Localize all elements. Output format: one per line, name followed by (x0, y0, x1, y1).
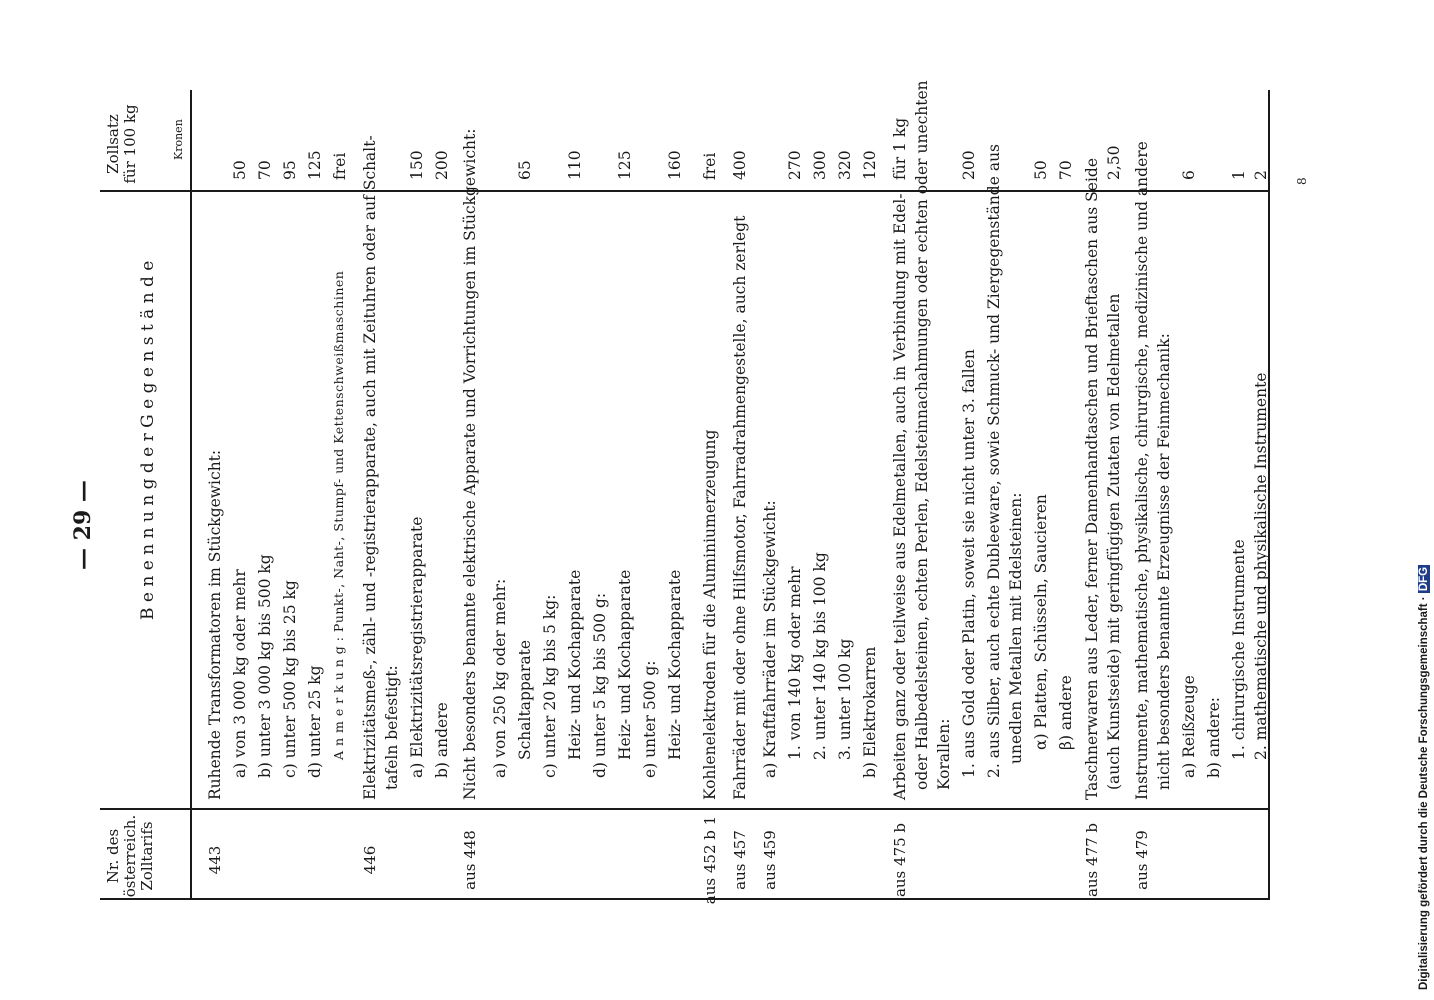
duty-rate: 95 (281, 160, 299, 180)
duty-rate: 70 (1057, 160, 1075, 180)
header-rule (190, 90, 192, 900)
header-col3-line1: Zollsatz (104, 114, 122, 174)
item-description: a) Reißzeuge (1180, 675, 1198, 778)
item-description: A n m e r k u n g : Punkt-, Naht-, Stumpf- und Kettenschweißmaschinen (331, 270, 346, 760)
header-col3 (105, 100, 139, 188)
item-description: Heiz- und Kochapparate (616, 569, 634, 760)
header-col1-line1: Nr. des (104, 828, 122, 884)
item-description: 2. aus Silber, auch echte Dubleeware, sowie Schmuck- und Ziergegenstände aus (985, 143, 1003, 778)
item-description: 2. unter 140 kg bis 100 kg (811, 552, 829, 760)
duty-rate: 125 (616, 150, 634, 180)
duty-rate: für 1 kg (891, 117, 909, 180)
duty-rate: 50 (1032, 160, 1050, 180)
item-description: Taschnerwaren aus Leder, ferner Damenhandtaschen und Brieftaschen aus Seide (1083, 157, 1101, 800)
item-description: a) von 3 000 kg oder mehr (231, 569, 249, 778)
duty-rate: 200 (960, 150, 978, 180)
item-description: Heiz- und Kochapparate (566, 569, 584, 760)
duty-rate: 120 (861, 150, 879, 180)
header-col2: B e n e n n u n g d e r G e g e n s t ä n d e (138, 260, 158, 620)
tariff-number: 443 (206, 845, 224, 875)
item-description: 1. chirurgische Instrumente (1230, 539, 1248, 760)
duty-rate: 320 (836, 150, 854, 180)
tariff-number: 446 (361, 845, 379, 875)
item-description: Nicht besonders benannte elektrische Apparate und Vorrichtungen im Stückgewicht: (461, 128, 479, 800)
item-description: Schaltapparate (516, 639, 534, 760)
item-description: tafeln befestigt: (383, 665, 401, 790)
item-description: Arbeiten ganz oder teilweise aus Edelmetallen, auch in Verbindung mit Edel- (891, 193, 909, 800)
item-description: d) unter 5 kg bis 500 g: (591, 592, 609, 778)
header-col3-line2: für 100 kg (121, 104, 139, 184)
duty-rate: 50 (231, 160, 249, 180)
tariff-number: aus 459 (761, 830, 779, 890)
header-col3-unit-label: Kronen (172, 119, 185, 160)
item-description: b) unter 3 000 kg bis 500 kg (256, 554, 274, 778)
item-description: 3. unter 100 kg (836, 638, 854, 760)
item-description: c) unter 500 kg bis 25 kg (281, 580, 299, 778)
item-description: b) andere: (1205, 696, 1223, 778)
duty-rate: 2 (1252, 170, 1270, 180)
item-description: Heiz- und Kochapparate (666, 569, 684, 760)
duty-rate: 1 (1230, 170, 1248, 180)
item-description: a) Kraftfahrräder im Stückgewicht: (761, 500, 779, 778)
item-description: Fahrräder mit oder ohne Hilfsmotor, Fahrradrahmengestelle, auch zerlegt (731, 215, 749, 800)
item-description: unedlen Metallen mit Edelsteinen: (1007, 492, 1025, 764)
tariff-number: aus 457 (731, 830, 749, 890)
item-description: Kohlenelektroden für die Aluminiumerzeugung (701, 429, 719, 800)
duty-rate: 150 (408, 150, 426, 180)
duty-rate: 2,50 (1105, 145, 1123, 180)
item-description: 1. von 140 kg oder mehr (786, 566, 804, 760)
tariff-number: aus 448 (461, 830, 479, 890)
duty-rate: 160 (666, 150, 684, 180)
column-rule-1b (100, 808, 1270, 810)
duty-rate: 6 (1180, 170, 1198, 180)
item-description: α) Platten, Schüsseln, Saucieren (1032, 494, 1050, 750)
tariff-number: aus 475 b (891, 822, 909, 898)
footer-mark: 8 (1295, 177, 1309, 185)
item-description: a) von 250 kg oder mehr: (491, 578, 509, 778)
item-description: e) unter 500 g: (641, 660, 659, 778)
item-description: Elektrizitätsmeß-, zähl- und -registrierapparate, auch mit Zeituhren oder auf Schalt- (361, 135, 379, 800)
header-col1 (105, 812, 156, 900)
item-description: nicht besonders benannte Erzeugnisse der Feinmechanik: (1155, 333, 1173, 790)
duty-rate: 70 (256, 160, 274, 180)
item-description: b) Elektrokarren (861, 646, 879, 778)
header-col1-line3: Zolltarifs (138, 821, 156, 891)
item-description: b) andere (433, 702, 451, 778)
item-description: (auch Kunstseide) mit geringfügigen Zutaten von Edelmetallen (1105, 293, 1123, 790)
tariff-number: aus 452 b 1 (701, 815, 719, 905)
item-description: Instrumente, mathematische, physikalische, chirurgische, medizinische und andere (1133, 141, 1151, 800)
duty-rate: 65 (516, 160, 534, 180)
item-description: Korallen: (935, 718, 953, 790)
credit-line (1418, 565, 1430, 990)
item-description: 1. aus Gold oder Platin, soweit sie nicht unter 3. fallen (960, 349, 978, 778)
dfg-badge: DFG (1418, 566, 1430, 592)
credit-text: Digitalisierung gefördert durch die Deutsche Forschungsgemeinschaft · (1418, 596, 1430, 990)
item-description: c) unter 20 kg bis 5 kg: (541, 594, 559, 778)
duty-rate: frei (701, 152, 719, 180)
duty-rate: 300 (811, 150, 829, 180)
item-description: 2. mathematische und physikalische Instrumente (1252, 372, 1270, 760)
tariff-number: aus 479 (1133, 830, 1151, 890)
duty-rate: frei (331, 152, 349, 180)
page-number: — 29 — (70, 480, 96, 570)
duty-rate: 125 (306, 150, 324, 180)
item-description: d) unter 25 kg (306, 665, 324, 778)
header-col1-line2: österreich. (121, 814, 139, 898)
item-description: oder Halbedelsteinen, echten Perlen, Edelsteinnachahmungen oder echten oder unechten (913, 80, 931, 790)
item-description: β) andere (1057, 675, 1075, 750)
duty-rate: 270 (786, 150, 804, 180)
duty-rate: 200 (433, 150, 451, 180)
duty-rate: 110 (566, 150, 584, 180)
duty-rate: 400 (731, 150, 749, 180)
tariff-number: aus 477 b (1083, 822, 1101, 898)
item-description: a) Elektrizitätsregistrierapparate (408, 516, 426, 778)
item-description: Ruhende Transformatoren im Stückgewicht: (206, 449, 224, 800)
